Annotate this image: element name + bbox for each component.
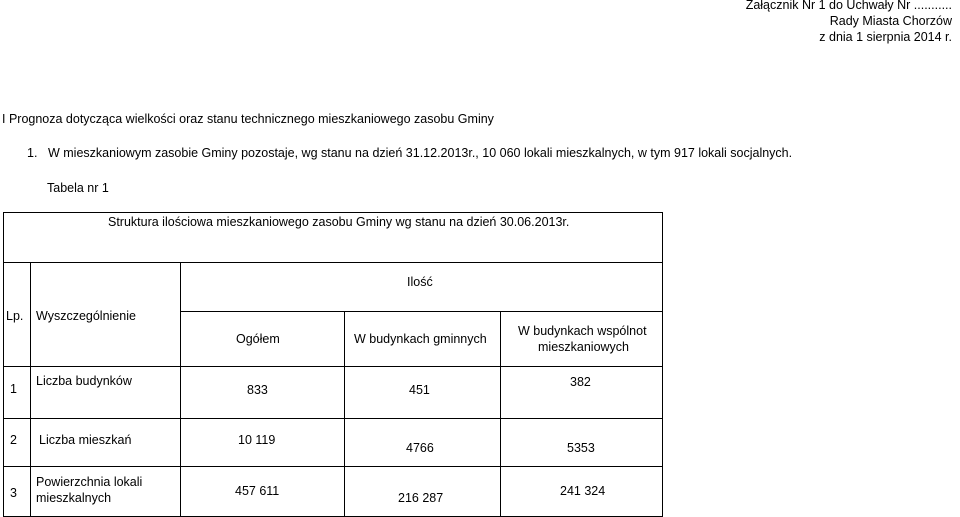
point-1-text: W mieszkaniowym zasobie Gminy pozostaje, wg stanu na dzień 31.12.2013r., 10 060 lokali mieszkalnych, w tym 917 lokali socjalnych.	[48, 146, 793, 160]
row-2-item: Liczba mieszkań	[39, 433, 132, 447]
row-3-municipal: 216 287	[398, 491, 444, 505]
row-3-item-line2: mieszkalnych	[36, 491, 112, 505]
header-item: Wyszczególnienie	[36, 309, 136, 323]
row-3-item-line1: Powierzchnia lokali	[36, 475, 143, 489]
row-3-community: 241 324	[560, 484, 606, 498]
row-1-total: 833	[247, 383, 268, 397]
row-3-lp: 3	[10, 486, 17, 500]
row-2-community: 5353	[567, 441, 595, 455]
section-title: I Prognoza dotycząca wielkości oraz stanu technicznego mieszkaniowego zasobu Gminy	[2, 112, 494, 126]
row-1-municipal: 451	[409, 383, 430, 397]
header-community-line2: mieszkaniowych	[538, 340, 630, 354]
row-1-lp: 1	[10, 382, 17, 396]
header-date-line: z dnia 1 sierpnia 2014 r.	[819, 30, 952, 44]
row-2-total: 10 119	[238, 433, 276, 447]
row-1-item: Liczba budynków	[36, 374, 132, 388]
table-label: Tabela nr 1	[47, 181, 109, 195]
row-2-lp: 2	[10, 433, 17, 447]
row-1-community: 382	[570, 375, 591, 389]
header-total: Ogółem	[236, 332, 280, 346]
header-municipal: W budynkach gminnych	[354, 332, 487, 346]
row-3-total: 457 611	[235, 484, 280, 498]
header-community-line1: W budynkach wspólnot	[518, 324, 647, 338]
table-caption: Struktura ilościowa mieszkaniowego zasobu Gminy wg stanu na dzień 30.06.2013r.	[108, 215, 570, 229]
row-2-municipal: 4766	[406, 441, 434, 455]
header-lp: Lp.	[6, 309, 24, 323]
point-1-number: 1.	[27, 146, 38, 160]
header-council-line: Rady Miasta Chorzów	[829, 14, 952, 28]
header-quantity: Ilość	[407, 275, 433, 289]
header-attachment-line: Załącznik Nr 1 do Uchwały Nr ...........	[745, 0, 952, 12]
